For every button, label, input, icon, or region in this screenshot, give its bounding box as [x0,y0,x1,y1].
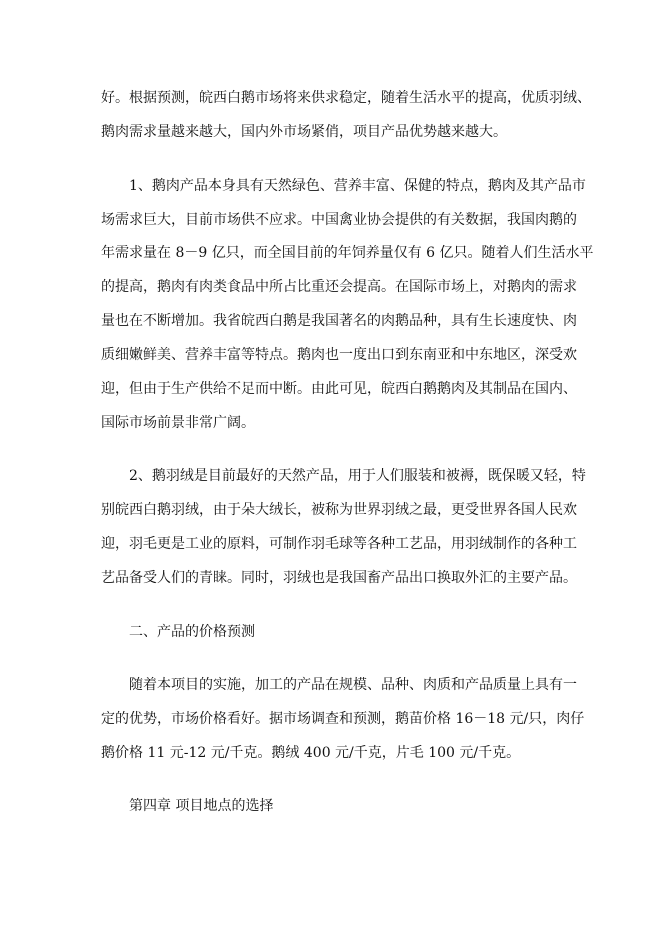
text-line: 2、鹅羽绒是目前最好的天然产品，用于人们服装和被褥，既保暖又轻，特 [129,468,586,484]
text-line: 量也在不断增加。我省皖西白鹅是我国著名的肉鹅品种，具有生长速度快、肉 [101,313,577,329]
text-line: 鹅价格 11 元-12 元/千克。鹅绒 400 元/千克，片毛 100 元/千克。 [101,745,521,761]
text-line: 质细嫩鲜美、营养丰富等特点。鹅肉也一度出口到东南亚和中东地区，深受欢 [101,347,577,363]
text-line: 艺品备受人们的青睐。同时，羽绒也是我国畜产品出口换取外汇的主要产品。 [101,570,577,586]
text-line: 鹅肉需求量越来越大，国内外市场紧俏，项目产品优势越来越大。 [101,124,507,140]
text-line: 随着本项目的实施，加工的产品在规模、品种、肉质和产品质量上具有一 [129,677,577,693]
text-line: 场需求巨大，目前市场供不应求。中国禽业协会提供的有关数据，我国肉鹅的 [101,212,577,228]
text-line: 1、鹅肉产品本身具有天然绿色、营养丰富、保健的特点，鹅肉及其产品市 [129,178,586,194]
text-line: 迎，羽毛更是工业的原料，可制作羽毛球等各种工艺品，用羽绒制作的各种工 [101,536,577,552]
text-line: 别皖西白鹅羽绒，由于朵大绒长，被称为世界羽绒之最，更受世界各国人民欢 [101,502,577,518]
text-line: 好。根据预测，皖西白鹅市场将来供求稳定，随着生活水平的提高，优质羽绒、 [101,90,591,106]
section-heading-price-forecast: 二、产品的价格预测 [129,624,255,640]
text-line: 迎，但由于生产供给不足而中断。由此可见，皖西白鹅鹅肉及其制品在国内、 [101,381,577,397]
chapter-heading-site-selection: 第四章 项目地点的选择 [129,798,274,814]
text-line: 年需求量在 8－9 亿只，而全国目前的年饲养量仅有 6 亿只。随着人们生活水平 [101,245,594,261]
text-line: 定的优势，市场价格看好。据市场调查和预测，鹅苗价格 16－18 元/只，肉仔 [101,711,585,727]
text-line: 的提高，鹅肉有肉类食品中所占比重还会提高。在国际市场上，对鹅肉的需求 [101,279,577,295]
text-line: 国际市场前景非常广阔。 [101,415,255,431]
